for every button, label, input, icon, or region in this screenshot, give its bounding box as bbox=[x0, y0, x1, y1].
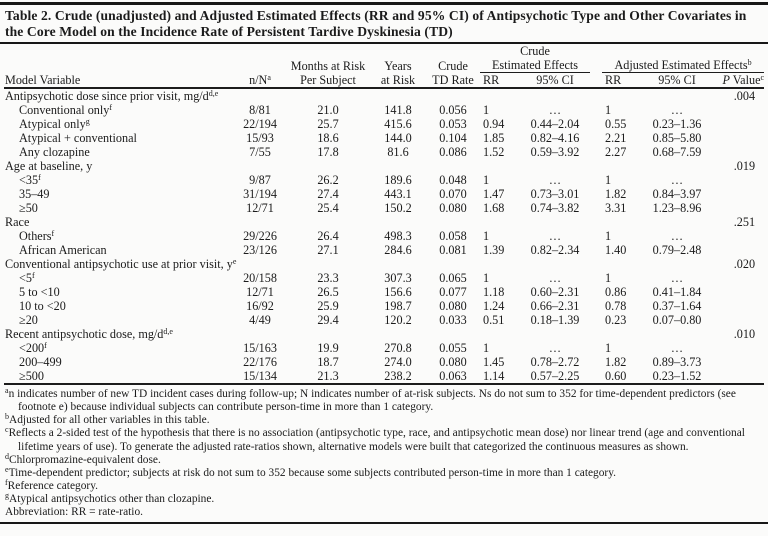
p-value-cell: .004 bbox=[712, 88, 764, 103]
crude-ci-cell: … bbox=[548, 271, 562, 286]
header-row-spanners bbox=[4, 44, 764, 73]
row-label: Atypical only bbox=[19, 117, 86, 132]
footnote-superscript: d bbox=[5, 451, 9, 461]
col-header-crude-rr: RR bbox=[483, 73, 500, 88]
n-N-cell: 23/126 bbox=[243, 243, 277, 258]
footnote-text: n indicates number of new TD incident cases during follow-up; N indicates number of at-risk subjects. Ns do not sum to 352 for time-dependent predictors (see footnote e) because individual subjects can contribute person-time in more than 1 category. bbox=[8, 388, 736, 414]
p-value-cell bbox=[712, 117, 764, 131]
table-row bbox=[4, 299, 764, 313]
footnote bbox=[5, 477, 762, 493]
table-body bbox=[4, 88, 764, 384]
rate-cell: 0.063 bbox=[439, 369, 467, 384]
adj-rr-cell: 0.86 bbox=[605, 285, 627, 300]
section-label: Race bbox=[5, 215, 30, 230]
row-label: Conventional only bbox=[19, 103, 110, 118]
p-value-cell bbox=[712, 355, 764, 369]
years-cell: 270.8 bbox=[384, 341, 412, 356]
section-label-cell bbox=[4, 257, 712, 271]
column-gap bbox=[590, 369, 602, 384]
adj-ci-cell: … bbox=[670, 341, 684, 356]
footnote bbox=[5, 414, 762, 427]
col-header-crude-td-rate bbox=[426, 44, 480, 88]
adj-ci-cell: 0.68–7.59 bbox=[652, 145, 702, 160]
months-cell: 18.6 bbox=[317, 131, 339, 146]
n-N-superscript: a bbox=[267, 73, 271, 83]
footnote-superscript: c bbox=[5, 425, 9, 435]
row-superscript: f bbox=[44, 341, 47, 351]
crude-rr-cell: 1.68 bbox=[483, 201, 505, 216]
crude-ci-cell: 0.18–1.39 bbox=[530, 313, 580, 328]
section-row bbox=[4, 257, 764, 271]
model-variable-cell bbox=[4, 103, 234, 117]
footnote-superscript: e bbox=[5, 464, 9, 474]
crude-ci-cell: 0.78–2.72 bbox=[530, 355, 580, 370]
section-row bbox=[4, 159, 764, 173]
crude-rr-cell: 1.52 bbox=[483, 145, 505, 160]
row-superscript: f bbox=[51, 229, 55, 239]
table-row bbox=[4, 271, 764, 285]
column-gap bbox=[590, 285, 602, 299]
years-line1: Years bbox=[384, 59, 412, 74]
n-N-label: n/N bbox=[249, 73, 268, 88]
section-label: Age at baseline, y bbox=[5, 159, 93, 174]
section-row bbox=[4, 215, 764, 229]
footnote bbox=[5, 427, 762, 453]
section-label: Conventional antipsychotic use at prior visit, y bbox=[5, 257, 233, 272]
adj-ci-cell: … bbox=[670, 229, 684, 244]
crude-ci-cell: 0.74–3.82 bbox=[530, 201, 580, 216]
model-variable-cell bbox=[4, 299, 234, 313]
section-label: Recent antipsychotic dose, mg/d bbox=[5, 327, 164, 342]
table-row bbox=[4, 313, 764, 327]
table-row bbox=[4, 355, 764, 369]
model-variable-cell bbox=[4, 355, 234, 369]
p-value-cell: .020 bbox=[733, 257, 756, 272]
table-row bbox=[4, 103, 764, 117]
adj-ci-cell: 0.41–1.84 bbox=[652, 285, 702, 300]
crude-rr-cell: 1.18 bbox=[483, 285, 505, 300]
footnote-text: Time-dependent predictor; subjects at risk do not sum to 352 because some subjects contributed person-time in more than 1 category. bbox=[8, 466, 617, 479]
crude-ci-cell: … bbox=[548, 229, 562, 244]
n-N-cell: 12/71 bbox=[246, 285, 274, 300]
crude-ci-cell: 0.73–3.01 bbox=[530, 187, 580, 202]
n-N-cell: 15/134 bbox=[243, 369, 277, 384]
n-N-cell: 15/93 bbox=[246, 131, 274, 146]
row-label: 5 to <10 bbox=[19, 285, 60, 300]
row-superscript: f bbox=[38, 173, 41, 183]
n-N-cell: 12/71 bbox=[246, 201, 274, 216]
footnote bbox=[5, 451, 762, 467]
years-cell: 189.6 bbox=[384, 173, 412, 188]
row-label: Others bbox=[19, 229, 52, 244]
rate-cell: 0.080 bbox=[439, 299, 467, 314]
adj-ci-cell: 0.89–3.73 bbox=[652, 355, 702, 370]
spanner-crude-estimated-effects bbox=[480, 44, 590, 73]
adj-rr-cell: 0.55 bbox=[605, 117, 627, 132]
row-label: <5 bbox=[19, 271, 32, 286]
crude-group-line1: Crude bbox=[520, 44, 550, 59]
column-gap bbox=[590, 187, 602, 201]
footnote bbox=[5, 388, 762, 414]
table-header bbox=[4, 44, 764, 88]
row-superscript: f bbox=[109, 103, 113, 113]
years-cell: 443.1 bbox=[384, 187, 412, 202]
adj-ci-cell: … bbox=[670, 173, 684, 188]
table-row bbox=[4, 369, 764, 384]
crude-ci-cell: 0.59–3.92 bbox=[530, 145, 580, 160]
section-row bbox=[4, 88, 764, 103]
years-cell: 156.6 bbox=[384, 285, 412, 300]
col-header-adj-ci: 95% CI bbox=[658, 73, 696, 88]
bottom-rule bbox=[0, 522, 768, 524]
model-variable-cell bbox=[4, 341, 234, 355]
months-line1: Months at Risk bbox=[290, 59, 366, 74]
row-label: Atypical + conventional bbox=[19, 131, 137, 146]
rate-cell: 0.055 bbox=[439, 341, 467, 356]
adj-rr-cell: 0.78 bbox=[605, 299, 627, 314]
column-gap bbox=[590, 299, 602, 313]
n-N-cell: 15/163 bbox=[243, 341, 277, 356]
rate-cell: 0.080 bbox=[439, 201, 467, 216]
column-gap bbox=[590, 201, 602, 215]
adj-rr-cell: 1.82 bbox=[605, 355, 627, 370]
p-value-cell bbox=[712, 285, 764, 299]
months-cell: 29.4 bbox=[317, 313, 339, 328]
years-cell: 415.6 bbox=[384, 117, 412, 132]
col-header-model-variable: Model Variable bbox=[5, 73, 81, 88]
column-gap bbox=[590, 341, 602, 355]
col-header-years-at-risk bbox=[370, 44, 426, 88]
section-label-cell bbox=[4, 327, 712, 341]
months-cell: 27.4 bbox=[317, 187, 339, 202]
table-row bbox=[4, 187, 764, 201]
n-N-cell: 4/49 bbox=[249, 313, 271, 328]
rate-line2: TD Rate bbox=[432, 73, 474, 88]
adj-rr-cell: 1 bbox=[605, 103, 612, 118]
rate-cell: 0.077 bbox=[439, 285, 467, 300]
section-label-cell bbox=[4, 88, 712, 103]
col-header-crude-ci: 95% CI bbox=[536, 73, 574, 88]
row-label: 35–49 bbox=[19, 187, 50, 202]
months-cell: 26.2 bbox=[317, 173, 339, 188]
row-label: ≥20 bbox=[19, 313, 38, 328]
footnote-superscript: b bbox=[5, 412, 9, 422]
footnote bbox=[5, 490, 762, 506]
adj-ci-cell: 0.85–5.80 bbox=[652, 131, 702, 146]
adjusted-group-superscript: b bbox=[747, 58, 752, 68]
adjusted-group-label: Adjusted Estimated Effects bbox=[614, 58, 748, 73]
rate-line1: Crude bbox=[438, 59, 468, 74]
months-cell: 21.3 bbox=[317, 369, 339, 384]
footnote-text: Abbreviation: RR = rate-ratio. bbox=[5, 506, 144, 519]
table-row bbox=[4, 201, 764, 215]
n-N-cell: 31/194 bbox=[243, 187, 277, 202]
column-gap bbox=[590, 313, 602, 327]
rate-cell: 0.081 bbox=[439, 243, 467, 258]
adj-ci-cell: 0.84–3.97 bbox=[652, 187, 702, 202]
p-value-cell bbox=[712, 145, 764, 159]
crude-ci-cell: 0.82–4.16 bbox=[530, 131, 580, 146]
table-title: Table 2. Crude (unadjusted) and Adjusted Estimated Effects (RR and 95% CI) of Antipsychotic Type and Other Covariates in the Core Model on the Incidence Rate of Persistent Tardive Dyskinesia (TD) bbox=[5, 8, 747, 39]
column-gap bbox=[590, 131, 602, 145]
months-cell: 26.5 bbox=[317, 285, 339, 300]
section-label-cell bbox=[4, 159, 712, 173]
adj-ci-cell: 0.79–2.48 bbox=[652, 243, 702, 258]
column-gap bbox=[590, 229, 602, 243]
crude-ci-cell: 0.82–2.34 bbox=[530, 243, 580, 258]
adj-ci-cell: 0.23–1.52 bbox=[652, 369, 702, 384]
n-N-cell: 16/92 bbox=[246, 299, 274, 314]
footnote-text: Chlorpromazine-equivalent dose. bbox=[9, 453, 161, 466]
crude-rr-cell: 1 bbox=[483, 103, 490, 118]
model-variable-cell bbox=[4, 131, 234, 145]
table-row bbox=[4, 285, 764, 299]
months-cell: 25.7 bbox=[317, 117, 339, 132]
adj-rr-cell: 2.27 bbox=[605, 145, 627, 160]
crude-ci-cell: 0.57–2.25 bbox=[530, 369, 580, 384]
row-label: Any clozapine bbox=[19, 145, 90, 160]
p-value-rest: Value bbox=[729, 73, 761, 88]
table-row bbox=[4, 229, 764, 243]
footnote-superscript: g bbox=[5, 490, 9, 500]
col-header-n-N bbox=[234, 44, 286, 88]
adj-ci-cell: … bbox=[670, 271, 684, 286]
section-superscript: e bbox=[232, 257, 237, 267]
years-cell: 141.8 bbox=[384, 103, 412, 118]
months-line2: Per Subject bbox=[300, 73, 356, 88]
months-cell: 17.8 bbox=[317, 145, 339, 160]
crude-rr-cell: 1.14 bbox=[483, 369, 505, 384]
months-cell: 23.3 bbox=[317, 271, 339, 286]
adj-ci-cell: … bbox=[670, 103, 684, 118]
n-N-cell: 8/81 bbox=[249, 103, 271, 118]
row-label: ≥500 bbox=[19, 369, 44, 384]
model-variable-cell bbox=[4, 285, 234, 299]
rate-cell: 0.065 bbox=[439, 271, 467, 286]
footnote-text: Reference category. bbox=[7, 479, 98, 492]
row-superscript: g bbox=[85, 117, 90, 127]
rate-cell: 0.080 bbox=[439, 355, 467, 370]
crude-rr-cell: 0.94 bbox=[483, 117, 505, 132]
adj-rr-cell: 3.31 bbox=[605, 201, 627, 216]
crude-rr-cell: 1.47 bbox=[483, 187, 505, 202]
months-cell: 19.9 bbox=[317, 341, 339, 356]
months-cell: 21.0 bbox=[317, 103, 339, 118]
abbreviation-note bbox=[5, 506, 762, 519]
crude-ci-cell: … bbox=[548, 173, 562, 188]
p-value-cell bbox=[712, 103, 764, 117]
footnote-superscript: f bbox=[5, 477, 8, 487]
years-cell: 198.7 bbox=[384, 299, 412, 314]
model-variable-cell bbox=[4, 271, 234, 285]
adj-rr-cell: 1.40 bbox=[605, 243, 627, 258]
crude-rr-cell: 1.85 bbox=[483, 131, 505, 146]
p-value-cell bbox=[712, 229, 764, 243]
p-value-cell: .010 bbox=[733, 327, 756, 342]
adj-rr-cell: 1.82 bbox=[605, 187, 627, 202]
model-variable-cell bbox=[4, 201, 234, 215]
rate-cell: 0.053 bbox=[439, 117, 467, 132]
table-row bbox=[4, 341, 764, 355]
column-gap bbox=[590, 117, 602, 131]
table-row bbox=[4, 243, 764, 257]
model-variable-cell bbox=[4, 145, 234, 159]
adj-rr-cell: 1 bbox=[605, 229, 612, 244]
footnote-superscript: a bbox=[5, 386, 9, 396]
rate-cell: 0.033 bbox=[439, 313, 467, 328]
section-superscript: d,e bbox=[208, 89, 219, 99]
core-model-table bbox=[4, 44, 764, 385]
column-gap bbox=[590, 271, 602, 285]
col-header-adj-rr: RR bbox=[605, 73, 622, 88]
crude-rr-cell: 0.51 bbox=[483, 313, 505, 328]
crude-ci-cell: 0.44–2.04 bbox=[530, 117, 580, 132]
column-gap bbox=[590, 145, 602, 159]
p-value-cell bbox=[712, 201, 764, 215]
p-value-cell bbox=[712, 341, 764, 355]
row-superscript: f bbox=[31, 271, 35, 281]
column-gap bbox=[590, 103, 602, 117]
row-label: 200–499 bbox=[19, 355, 62, 370]
p-value-cell bbox=[712, 173, 764, 187]
n-N-cell: 20/158 bbox=[243, 271, 277, 286]
model-variable-cell bbox=[4, 369, 234, 384]
table-row bbox=[4, 131, 764, 145]
section-label: Antipsychotic dose since prior visit, mg/d bbox=[5, 89, 209, 104]
n-N-cell: 29/226 bbox=[243, 229, 277, 244]
table-row bbox=[4, 145, 764, 159]
crude-rr-cell: 1 bbox=[483, 341, 490, 356]
column-gap bbox=[590, 355, 602, 369]
rate-cell: 0.104 bbox=[439, 131, 467, 146]
model-variable-cell bbox=[4, 229, 234, 243]
spanner-adjusted-estimated-effects bbox=[602, 44, 764, 73]
adj-ci-cell: 0.07–0.80 bbox=[652, 313, 702, 328]
crude-ci-cell: 0.66–2.31 bbox=[530, 299, 580, 314]
months-cell: 26.4 bbox=[317, 229, 339, 244]
row-label: <200 bbox=[19, 341, 45, 356]
row-label: 10 to <20 bbox=[19, 299, 66, 314]
table-row bbox=[4, 117, 764, 131]
rate-cell: 0.058 bbox=[439, 229, 467, 244]
rate-cell: 0.048 bbox=[439, 173, 467, 188]
years-cell: 81.6 bbox=[387, 145, 409, 160]
rate-cell: 0.070 bbox=[439, 187, 467, 202]
footnote bbox=[5, 464, 762, 480]
rate-cell: 0.086 bbox=[439, 145, 467, 160]
months-cell: 25.4 bbox=[317, 201, 339, 216]
months-cell: 25.9 bbox=[317, 299, 339, 314]
crude-rr-cell: 1.39 bbox=[483, 243, 505, 258]
col-header-p-value bbox=[712, 73, 764, 89]
crude-rr-cell: 1 bbox=[483, 229, 490, 244]
n-N-cell: 7/55 bbox=[249, 145, 271, 160]
n-N-cell: 22/176 bbox=[243, 355, 277, 370]
years-cell: 274.0 bbox=[384, 355, 412, 370]
adj-ci-cell: 0.23–1.36 bbox=[652, 117, 702, 132]
years-cell: 150.2 bbox=[384, 201, 412, 216]
model-variable-cell bbox=[4, 173, 234, 187]
model-variable-cell bbox=[4, 117, 234, 131]
p-value-cell bbox=[712, 187, 764, 201]
years-line2: at Risk bbox=[380, 73, 416, 88]
column-gap bbox=[590, 44, 602, 88]
row-label: <35 bbox=[19, 173, 39, 188]
model-variable-cell bbox=[4, 243, 234, 257]
adj-ci-cell: 0.37–1.64 bbox=[652, 299, 702, 314]
months-cell: 18.7 bbox=[317, 355, 339, 370]
years-cell: 144.0 bbox=[384, 131, 412, 146]
model-variable-cell bbox=[4, 187, 234, 201]
adj-rr-cell: 1 bbox=[605, 271, 612, 286]
adj-ci-cell: 1.23–8.96 bbox=[652, 201, 702, 216]
adj-rr-cell: 0.60 bbox=[605, 369, 627, 384]
adj-rr-cell: 0.23 bbox=[605, 313, 627, 328]
table-row bbox=[4, 173, 764, 187]
footnotes-block bbox=[0, 385, 768, 519]
years-cell: 238.2 bbox=[384, 369, 412, 384]
n-N-cell: 22/194 bbox=[243, 117, 277, 132]
p-value-cell bbox=[712, 299, 764, 313]
years-cell: 120.2 bbox=[384, 313, 412, 328]
footnote-text: Adjusted for all other variables in this table. bbox=[9, 414, 210, 427]
years-cell: 498.3 bbox=[384, 229, 412, 244]
p-value-italic-p: P bbox=[722, 73, 730, 88]
column-gap bbox=[590, 173, 602, 187]
years-cell: 307.3 bbox=[384, 271, 412, 286]
adj-rr-cell: 1 bbox=[605, 173, 612, 188]
adj-rr-cell: 2.21 bbox=[605, 131, 627, 146]
adj-rr-cell: 1 bbox=[605, 341, 612, 356]
footnote-text: Reflects a 2-sided test of the hypothesis that there is no association (antipsychotic type, race, and antipsychotic mean dose) nor linear trend (age and conventional lifetime years of use). To generate the adjusted rate-ratios shown, alternative models were built that categorized the continuous measures as shown. bbox=[8, 427, 745, 453]
footnote-text: Atypical antipsychotics other than clozapine. bbox=[9, 492, 215, 505]
model-variable-cell bbox=[4, 313, 234, 327]
col-header-months-at-risk bbox=[286, 44, 370, 88]
p-value-cell bbox=[712, 313, 764, 327]
p-value-cell bbox=[712, 131, 764, 145]
crude-group-line2: Estimated Effects bbox=[491, 58, 579, 73]
n-N-cell: 9/87 bbox=[249, 173, 271, 188]
p-value-cell: .251 bbox=[733, 215, 756, 230]
row-label: ≥50 bbox=[19, 201, 38, 216]
crude-rr-cell: 1 bbox=[483, 271, 490, 286]
crude-rr-cell: 1 bbox=[483, 173, 490, 188]
row-label: African American bbox=[19, 243, 107, 258]
section-superscript: d,e bbox=[163, 327, 173, 337]
crude-ci-cell: … bbox=[548, 341, 562, 356]
crude-rr-cell: 1.45 bbox=[483, 355, 505, 370]
p-value-cell: .019 bbox=[733, 159, 756, 174]
years-cell: 284.6 bbox=[384, 243, 412, 258]
section-label-cell bbox=[4, 215, 712, 229]
crude-ci-cell: 0.60–2.31 bbox=[530, 285, 580, 300]
p-value-cell bbox=[712, 369, 764, 384]
crude-rr-cell: 1.24 bbox=[483, 299, 505, 314]
months-cell: 27.1 bbox=[317, 243, 339, 258]
crude-ci-cell: … bbox=[548, 103, 562, 118]
p-value-cell bbox=[712, 271, 764, 285]
column-gap bbox=[590, 243, 602, 257]
rate-cell: 0.056 bbox=[439, 103, 467, 118]
section-row bbox=[4, 327, 764, 341]
p-value-superscript: c bbox=[760, 73, 765, 83]
p-value-cell bbox=[712, 243, 764, 257]
